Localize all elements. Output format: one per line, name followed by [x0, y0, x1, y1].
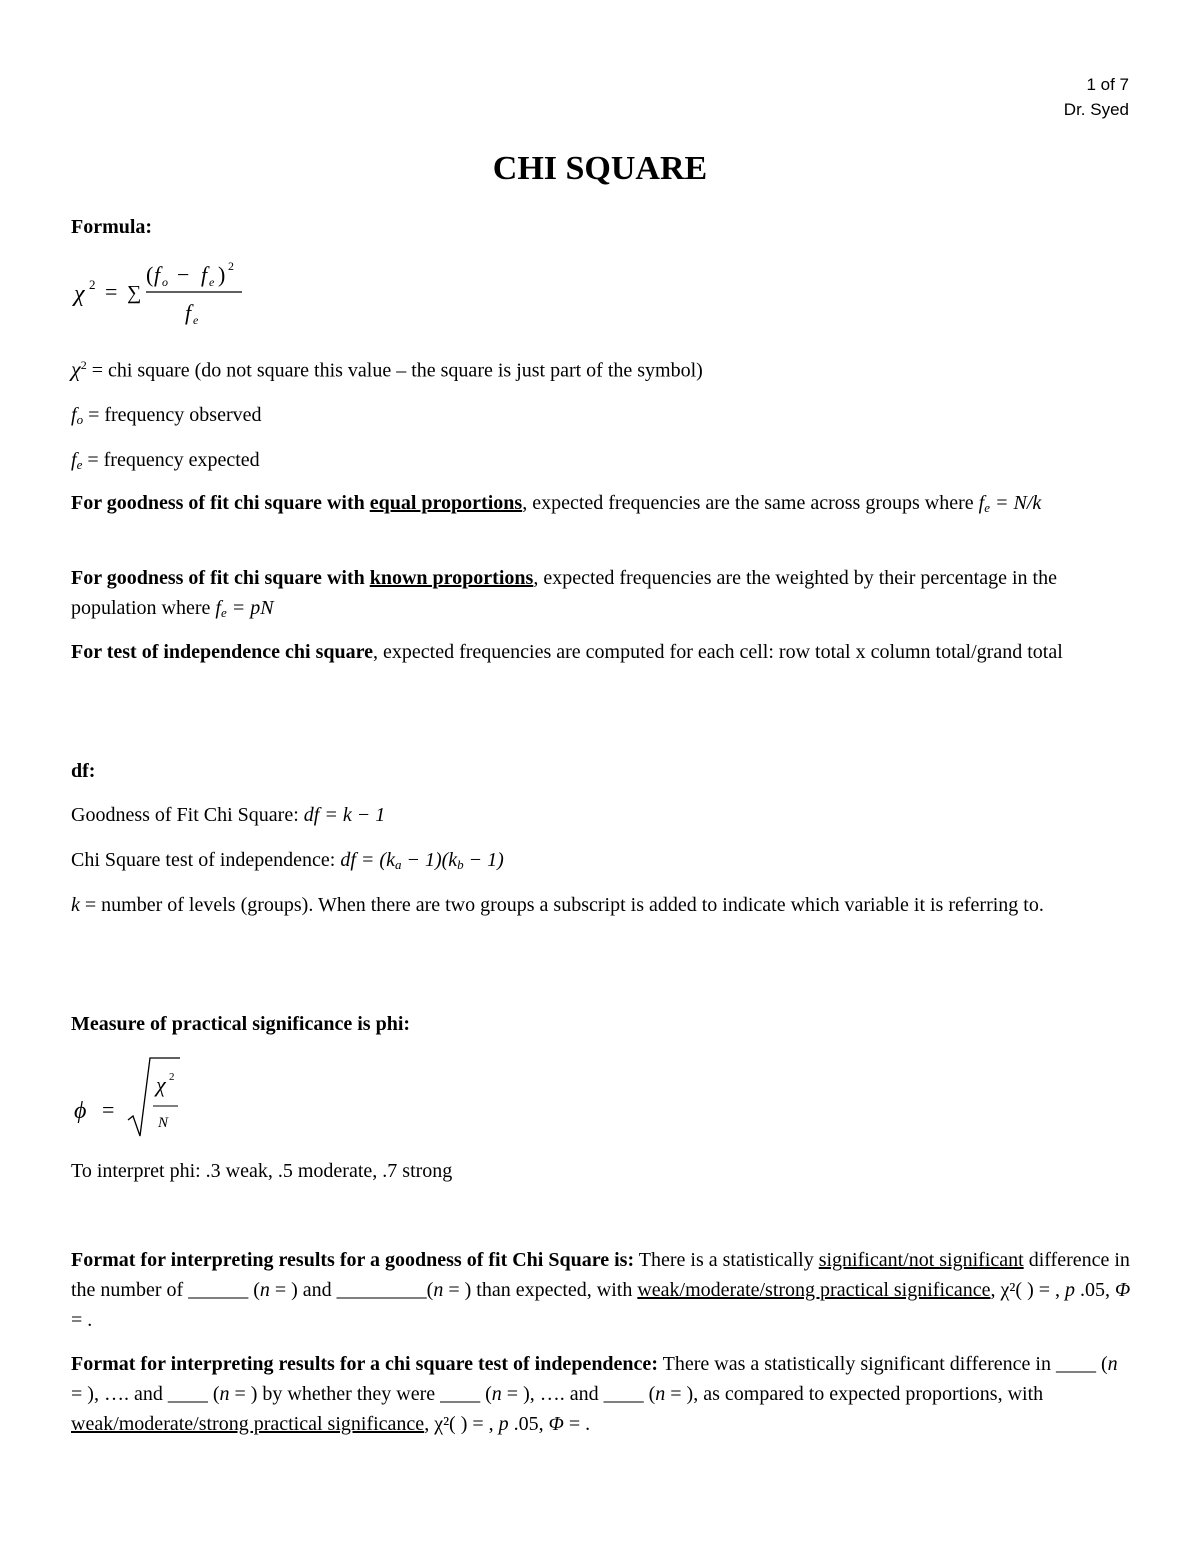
sigma-symbol: ∑	[127, 282, 142, 304]
k-definition: k = number of levels (groups). When there are two groups a subscript is added to indicate which variable it is referring to.	[71, 894, 1044, 916]
fo-definition: $f_o$ = frequency observed	[71, 404, 262, 427]
page-title: CHI SQUARE	[492, 150, 708, 187]
numerator-minus: −	[177, 262, 190, 287]
phi-formula	[70, 1050, 200, 1140]
phi-equals: =	[102, 1097, 115, 1122]
fe-definition: $f_e$ = frequency expected	[71, 449, 260, 472]
author-name: Dr. Syed	[1063, 100, 1129, 119]
chi-square-formula	[70, 255, 270, 335]
page-number: 1 of 7	[1086, 75, 1129, 94]
phi-chi-exponent: 2	[169, 1071, 175, 1083]
phi-symbol: ϕ	[74, 1098, 87, 1124]
numerator-open-paren: (	[146, 262, 154, 287]
known-proportions-paragraph: For goodness of fit chi square with known proportions, expected frequencies are the weighted by their percentage in the population where $f_e$ = pN	[71, 567, 1057, 620]
phi-n: N	[158, 1115, 169, 1131]
formula-label: Formula:	[71, 216, 153, 238]
df-independence-line: Chi Square test of independence: df = $(k_a - 1)(k_b - 1)$	[71, 849, 504, 872]
chi-symbol: χ	[74, 281, 85, 307]
phi-chi: χ	[156, 1072, 166, 1097]
format-independence-paragraph: Format for interpreting results for a chi square test of independence: There was a statistically significant difference in ____ (n = ), …. and ____ (n = ) by whether they were ____ (n = ), …. and ____ (n = ), as compared to expected proportions, with weak/moderate/strong practical significance, χ²( ) = , p .05, Φ = .	[71, 1353, 1118, 1435]
chi-definition: $\chi^2$ = chi square (do not square this value – the square is just part of the symbol)	[71, 356, 703, 382]
numerator-e-subscript: e	[209, 275, 215, 289]
denominator-f: f	[185, 300, 192, 325]
df-gof-line: Goodness of Fit Chi Square: df = k − 1	[71, 804, 386, 826]
numerator-exponent: 2	[228, 259, 234, 273]
equal-proportions-paragraph: For goodness of fit chi square with equal proportions, expected frequencies are the same across groups where $f_e = N/k$	[71, 492, 1042, 515]
phi-label: Measure of practical significance is phi:	[71, 1013, 411, 1035]
format-gof-paragraph: Format for interpreting results for a goodness of fit Chi Square is: There is a statistically significant/not significant difference in the number of ______ (n = ) and _________(n = ) than expected, with weak/moderate/strong practical significance, χ²( ) = , p .05, Φ = .	[71, 1249, 1131, 1331]
sqrt-sign	[128, 1058, 180, 1136]
chi-exponent: 2	[89, 277, 96, 292]
numerator-close-paren: )	[218, 262, 226, 287]
phi-interpretation: To interpret phi: .3 weak, .5 moderate, .7 strong	[71, 1160, 453, 1182]
numerator-fo: f	[154, 262, 161, 287]
independence-paragraph: For test of independence chi square, expected frequencies are computed for each cell: row total x column total/grand total	[71, 641, 1063, 663]
equals-sign: =	[105, 279, 118, 304]
numerator-o-subscript: o	[162, 275, 168, 289]
df-label: df:	[71, 760, 96, 782]
numerator-fe: f	[201, 262, 208, 287]
denominator-e-subscript: e	[193, 313, 199, 327]
